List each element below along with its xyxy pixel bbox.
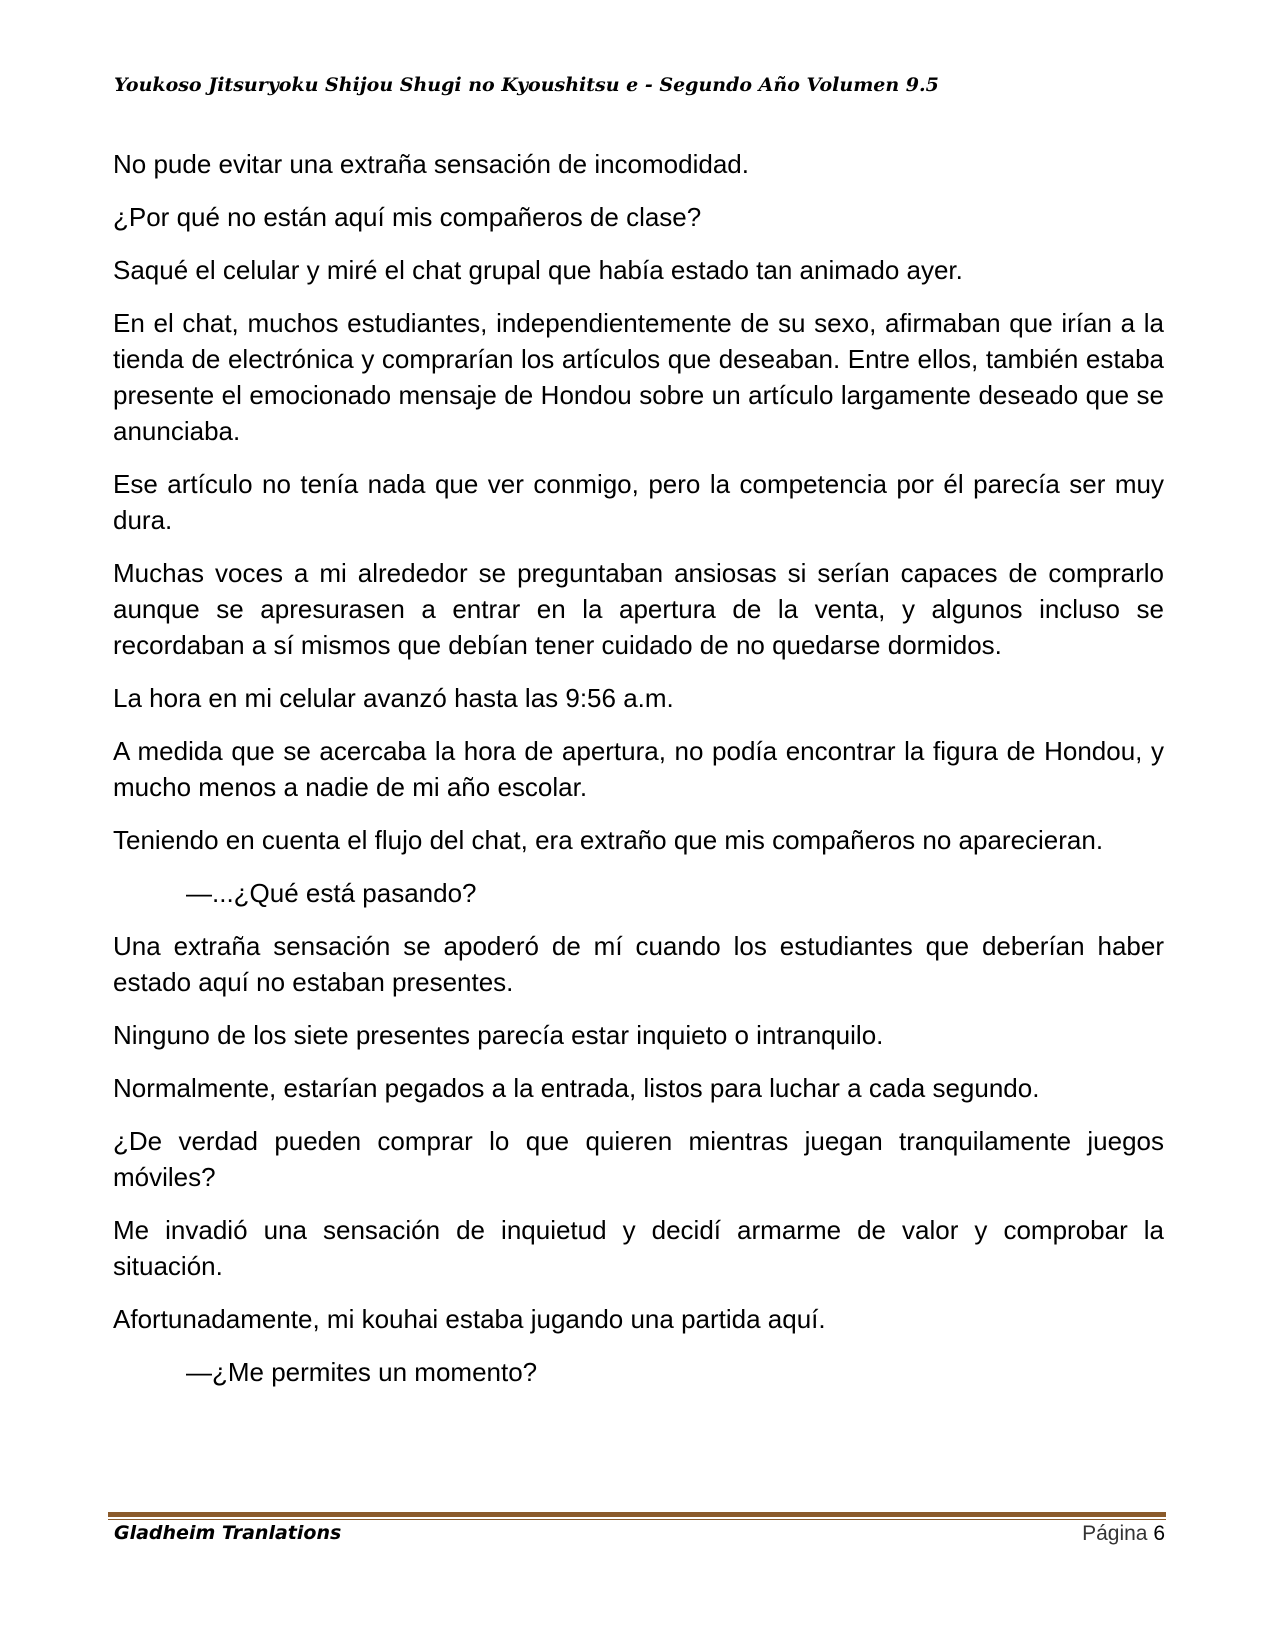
- paragraph: Saqué el celular y miré el chat grupal que había estado tan animado ayer.: [113, 255, 963, 285]
- paragraph: Una extraña sensación se apoderó de mí cuando los estudiantes que deberían haber estado aquí no estaban presentes.: [113, 931, 1164, 997]
- paragraph: Afortunadamente, mi kouhai estaba jugando una partida aquí.: [113, 1304, 826, 1334]
- paragraph: Ese artículo no tenía nada que ver conmigo, pero la competencia por él parecía ser muy dura.: [113, 469, 1164, 535]
- paragraph: ¿De verdad pueden comprar lo que quieren mientras juegan tranquilamente juegos móviles?: [113, 1126, 1164, 1192]
- footer-translator: Gladheim Tranlations: [114, 1522, 342, 1544]
- footer-divider: [108, 1512, 1166, 1520]
- paragraph: No pude evitar una extraña sensación de incomodidad.: [113, 149, 749, 179]
- body-text: [113, 146, 1164, 1407]
- dialogue-line: —¿Me permites un momento?: [186, 1357, 538, 1387]
- paragraph: Me invadió una sensación de inquietud y decidí armarme de valor y comprobar la situación.: [113, 1215, 1164, 1281]
- page-header-title: Youkoso Jitsuryoku Shijou Shugi no Kyoushitsu e - Segundo Año Volumen 9.5: [114, 74, 939, 96]
- paragraph: ¿Por qué no están aquí mis compañeros de clase?: [113, 202, 702, 232]
- dialogue-line: —...¿Qué está pasando?: [186, 878, 477, 908]
- paragraph: Teniendo en cuenta el flujo del chat, era extraño que mis compañeros no aparecieran.: [113, 825, 1104, 855]
- paragraph: A medida que se acercaba la hora de apertura, no podía encontrar la figura de Hondou, y mucho menos a nadie de mi año escolar.: [113, 736, 1164, 802]
- page-number-value: 6: [1153, 1522, 1165, 1545]
- paragraph: Ninguno de los siete presentes parecía estar inquieto o intranquilo.: [113, 1020, 884, 1050]
- page-number: [1082, 1522, 1165, 1546]
- paragraph: Muchas voces a mi alrededor se preguntaban ansiosas si serían capaces de comprarlo aunque se apresurasen a entrar en la apertura de la venta, y algunos incluso se recordaban a sí mismos que debían tener cuidado de no quedarse dormidos.: [113, 558, 1164, 660]
- page-label: Página: [1082, 1522, 1148, 1545]
- paragraph: La hora en mi celular avanzó hasta las 9:56 a.m.: [113, 683, 674, 713]
- paragraph: En el chat, muchos estudiantes, independientemente de su sexo, afirmaban que irían a la tienda de electrónica y comprarían los artículos que deseaban. Entre ellos, también estaba presente el emocionado mensaje de Hondou sobre un artículo largamente deseado que se anunciaba.: [113, 308, 1164, 446]
- paragraph: Normalmente, estarían pegados a la entrada, listos para luchar a cada segundo.: [113, 1073, 1040, 1103]
